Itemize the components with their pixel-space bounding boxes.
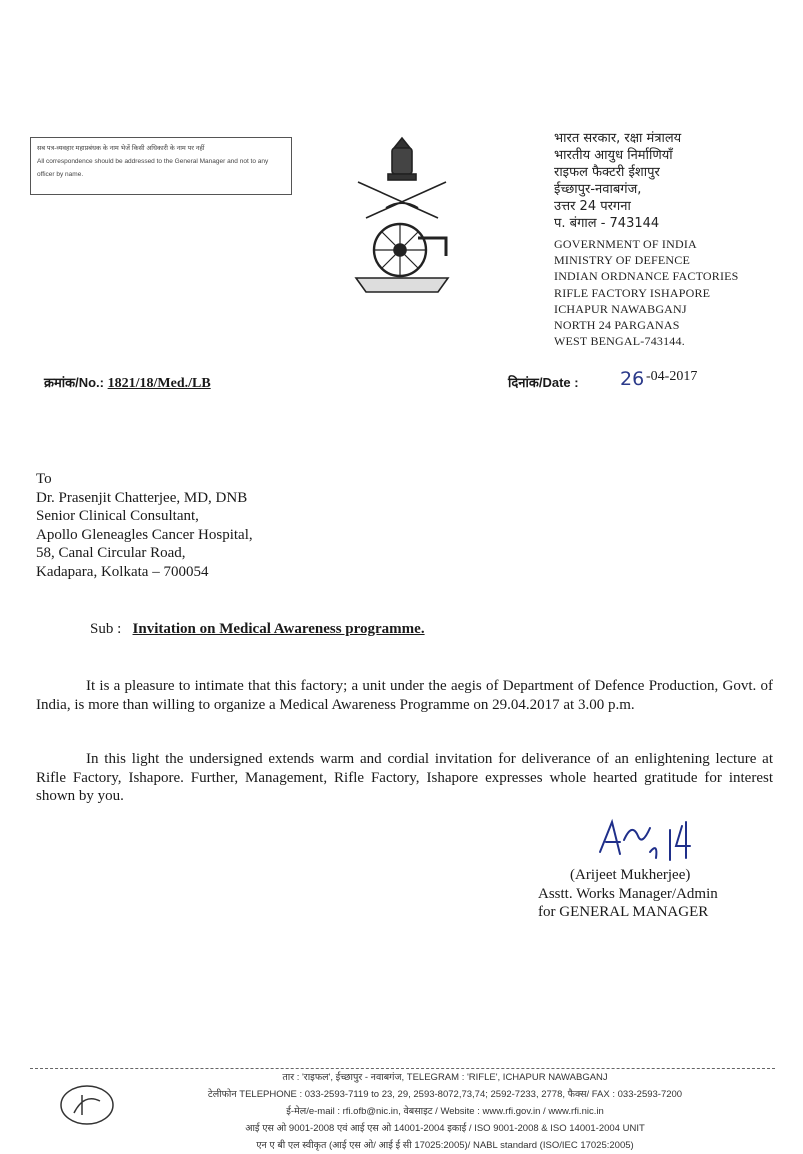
footer-nabl: एन ए बी एल स्वीकृत (आई एस ओ/ आई ई सी 17025:2005)/ NABL standard (ISO/IEC 17025:2005): [256, 1140, 634, 1151]
body-paragraph: It is a pleasure to intimate that this factory; a unit under the aegis of Department of Defence Production, Govt. of India, is more than willing to organize a Medical Awareness Programme on 29.04.2017 at 3.00 p.m.: [36, 678, 773, 713]
org-english-line: GOVERNMENT OF INDIA: [554, 237, 697, 251]
org-english-line: ICHAPUR NAWABGANJ: [554, 301, 687, 316]
signature-block: [538, 866, 718, 922]
org-hindi-block: [554, 130, 681, 232]
org-hindi-line: राइफल फैक्टरी ईशापुर: [554, 165, 660, 180]
org-hindi-line: भारत सरकार, रक्षा मंत्रालय: [554, 131, 682, 146]
footer-telegram: तार : 'राइफल', ईच्छापुर - नवाबगंज, TELEGRAM : 'RIFLE', ICHAPUR NAWABGANJ: [282, 1072, 608, 1083]
signatory-title: Asstt. Works Manager/Admin: [538, 885, 718, 902]
address-line: Dr. Prasenjit Chatterjee, MD, DNB: [36, 489, 248, 506]
subject-label: Sub :: [90, 621, 122, 637]
org-english-line: MINISTRY OF DEFENCE: [554, 253, 691, 268]
footer-iso: आई एस ओ 9001-2008 एवं आई एस ओ 14001-2004 इकाई / ISO 9001-2008 & ISO 14001-2004 UNIT: [245, 1123, 645, 1134]
address-to: To: [36, 471, 52, 487]
correspondence-note: [30, 137, 292, 195]
signatory-for: for GENERAL MANAGER: [538, 904, 709, 920]
address-line: Senior Clinical Consultant,: [36, 508, 199, 524]
reference-number: [44, 373, 211, 392]
correspondence-note-hindi: सब पत्र-व्यवहार महाप्रबंधक के नाम भेजें किसी अधिकारी के नाम पर नहीं: [37, 145, 205, 152]
org-hindi-line: प. बंगाल - 743144: [554, 216, 660, 231]
ordnance-factories-emblem-icon: [348, 130, 456, 302]
address-line: Kadapara, Kolkata – 700054: [36, 563, 209, 580]
factory-logo-icon: [58, 1083, 116, 1127]
org-hindi-line: भारतीय आयुध निर्माणियाँ: [554, 148, 673, 163]
recipient-address: [36, 470, 253, 581]
address-line: Apollo Gleneagles Cancer Hospital,: [36, 526, 253, 543]
org-hindi-line: उत्तर 24 परगना: [554, 199, 631, 214]
date-month-year: -04-2017: [646, 369, 698, 384]
org-english-line: WEST BENGAL-743144.: [554, 334, 685, 349]
footer-telephone: टेलीफोन TELEPHONE : 033-2593-7119 to 23, 29, 2593-8072,73,74; 2592-7233, 2778, फैक्स/ FAX : 033-2593-7200: [207, 1089, 683, 1100]
org-english-line: INDIAN ORDNANCE FACTORIES: [554, 269, 739, 284]
signatory-name: (Arijeet Mukherjee): [570, 867, 691, 883]
org-english-line: RIFLE FACTORY ISHAPORE: [554, 285, 711, 300]
body-paragraph: In this light the undersigned extends warm and cordial invitation for deliverance of an enlightening lecture at Rifle Factory, Ishapore. Further, Management, Rifle Factory, Ishapore expresses whole hearted gratitude for interest shown by you.: [36, 751, 773, 804]
reference-value: 1821/18/Med./LB: [107, 376, 211, 391]
address-line: 58, Canal Circular Road,: [36, 545, 186, 561]
subject-line: [90, 621, 425, 638]
footer-email-website: ई-मेल/e-mail : rfi.ofb@nic.in, वेबसाइट / Website : www.rfi.gov.in / www.rfi.nic.in: [286, 1106, 604, 1117]
date-label: दिनांक/Date :: [508, 375, 579, 390]
org-hindi-line: ईच्छापुर-नवाबगंज,: [554, 182, 642, 197]
correspondence-note-english: All correspondence should be addressed to the General Manager and not to any officer by name.: [37, 158, 269, 178]
org-english-line: NORTH 24 PARGANAS: [554, 318, 680, 333]
footer-contact: [150, 1069, 740, 1154]
subject-text: Invitation on Medical Awareness programme.: [132, 621, 425, 637]
reference-label: क्रमांक/No.:: [44, 375, 104, 390]
org-english-block: [554, 236, 739, 349]
date-day-handwritten: 26: [620, 368, 645, 390]
